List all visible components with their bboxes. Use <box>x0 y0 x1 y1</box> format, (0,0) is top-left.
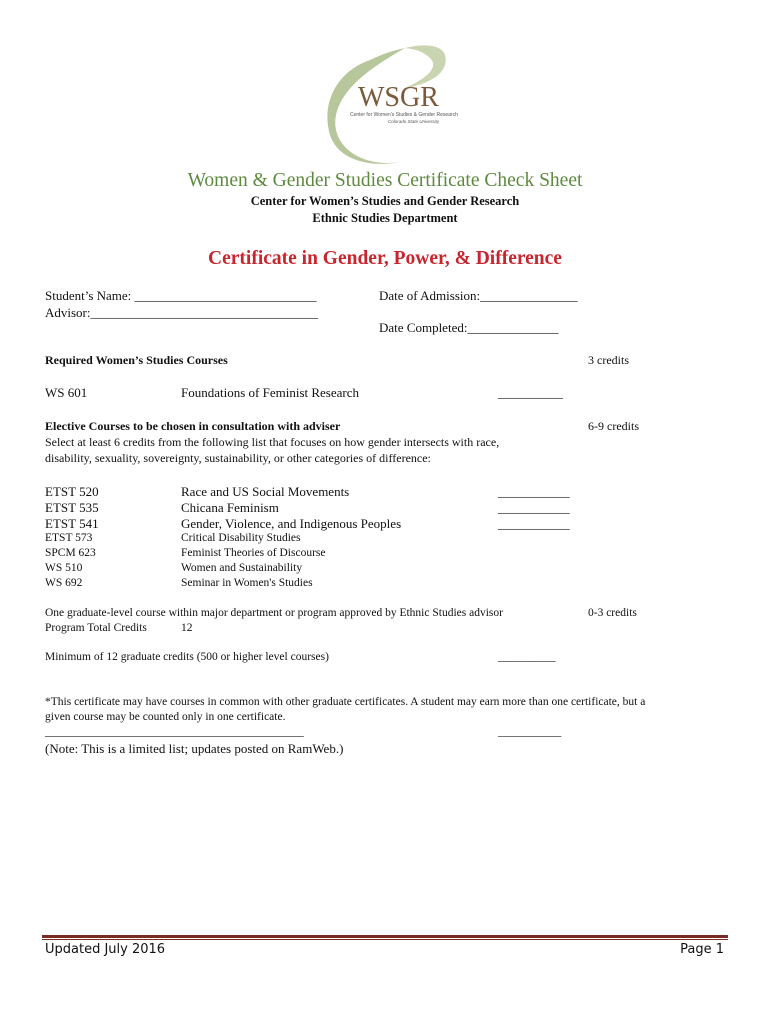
limited-list-note: (Note: This is a limited list; updates posted on RamWeb.) <box>45 741 344 756</box>
elective-description-line2: disability, sexuality, sovereignty, sustainability, or other categories of difference: <box>45 451 431 465</box>
svg-text:Colorado State University: Colorado State University <box>388 119 440 124</box>
certificate-title: Certificate in Gender, Power, & Difference <box>208 248 562 269</box>
wsgr-logo <box>300 40 465 170</box>
course-blank[interactable]: __________ <box>498 385 563 400</box>
minimum-credits-note: Minimum of 12 graduate credits (500 or higher level courses) <box>45 651 329 663</box>
course-title: Women and Sustainability <box>181 562 303 574</box>
elective-credits: 6-9 credits <box>588 419 639 433</box>
elective-description-line1: Select at least 6 credits from the following list that focuses on how gender intersects with race, <box>45 435 500 449</box>
course-blank[interactable]: ___________ <box>498 516 570 531</box>
course-code: WS 510 <box>45 562 83 574</box>
course-title: Race and US Social Movements <box>181 484 350 499</box>
required-courses-heading: Required Women’s Studies Courses <box>45 353 228 367</box>
certificate-note-line2: given course may be counted only in one certificate. <box>45 711 286 723</box>
advisor-field[interactable]: Advisor:___________________________________ <box>45 305 318 320</box>
course-code: ETST 535 <box>45 500 99 515</box>
signature-line[interactable]: _____________________________________________ <box>45 726 304 738</box>
document-title: Women & Gender Studies Certificate Check Sheet <box>187 170 583 191</box>
course-title: Gender, Violence, and Indigenous Peoples <box>181 516 402 531</box>
course-title: Chicana Feminism <box>181 500 279 515</box>
student-name-field[interactable]: Student’s Name: ____________________________ <box>45 288 317 303</box>
certificate-note-line1: *This certificate may have courses in common with other graduate certificates. A student may earn more than one certificate, but a <box>45 696 646 708</box>
course-title: Foundations of Feminist Research <box>181 385 360 400</box>
date-of-admission-field[interactable]: Date of Admission:_______________ <box>379 288 578 303</box>
department-name: Ethnic Studies Department <box>312 211 458 225</box>
required-credits: 3 credits <box>588 353 629 367</box>
svg-text:Center for Women's Studies & G: Center for Women's Studies & Gender Research <box>350 112 458 118</box>
course-title: Feminist Theories of Discourse <box>181 547 326 559</box>
program-total-value: 12 <box>181 622 193 634</box>
footer-rule <box>42 935 728 938</box>
graduate-course-credits: 0-3 credits <box>588 607 637 619</box>
minimum-credits-blank[interactable]: __________ <box>498 651 556 663</box>
course-blank[interactable]: ___________ <box>498 484 570 499</box>
date-line[interactable]: ___________ <box>498 726 562 738</box>
course-code: SPCM 623 <box>45 547 96 559</box>
program-total-label: Program Total Credits <box>45 622 147 634</box>
course-code: WS 601 <box>45 385 88 400</box>
course-title: Seminar in Women's Studies <box>181 577 313 589</box>
date-completed-field[interactable]: Date Completed:______________ <box>379 320 559 335</box>
course-code: ETST 541 <box>45 516 99 531</box>
course-code: WS 692 <box>45 577 83 589</box>
svg-text:WSGR: WSGR <box>358 82 439 113</box>
course-title: Critical Disability Studies <box>181 532 301 544</box>
elective-courses-heading: Elective Courses to be chosen in consultation with adviser <box>45 419 341 433</box>
course-code: ETST 520 <box>45 484 99 499</box>
course-code: ETST 573 <box>45 532 93 544</box>
footer-rule-thin <box>42 939 728 940</box>
graduate-course-note: One graduate-level course within major department or program approved by Ethnic Studies advisor <box>45 607 503 619</box>
center-name: Center for Women’s Studies and Gender Research <box>250 194 520 208</box>
updated-date: Updated July 2016 <box>45 942 166 957</box>
course-blank[interactable]: ___________ <box>498 500 570 515</box>
page-number: Page 1 <box>680 942 724 957</box>
